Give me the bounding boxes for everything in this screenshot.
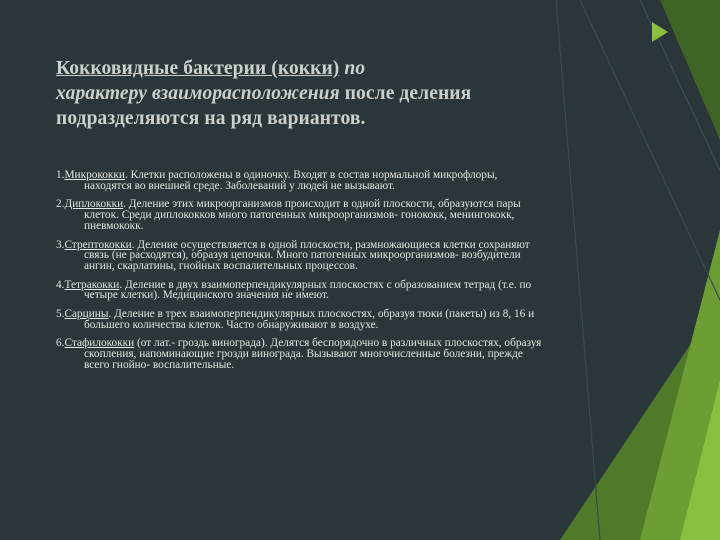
list-item-sarcina: 5.Сарцины. Деление в трех взаимоперпендикулярных плоскостях, образуя тюки (пакеты) из 8, 16 и большего количества клеток. Часто обнаруживают в воздухе. [56, 308, 535, 331]
term-sarcina: Сарцины [64, 308, 109, 321]
term-micrococci: Микрококки [64, 169, 125, 181]
slide-title: Кокковидные бактерии (кокки) по характеру взаиморасположения после деления подразделяются на ряд вариантов. [56, 58, 472, 129]
term-tetracocci: Тетракокки [64, 278, 120, 291]
bacteria-list [56, 170, 548, 379]
term-streptococci: Стрептококки [64, 238, 132, 251]
list-item-diplococci: 2.Диплококки. Деление этих микроорганизмов происходит в одной плоскости, образуются пары клеток. Среди диплококков много патогенных микроорганизмов- гонококк, менингококк, пневмококк. [56, 198, 521, 232]
list-item-tetracocci: 4.Тетракокки. Деление в двух взаимоперпендикулярных плоскостях с образованием тетрад (т.е. по четыре клетки). Медицинского значения не имеют. [56, 278, 532, 302]
list-item-staphylococci: 6.Стафилококки (от лат.- гроздь винограда). Делятся беспорядочно в различных плоскостях, образуя скопления, напоминающие грозди винограда. Вызывают многочисленные болезни, прежде всего гнойно- воспалительные. [56, 337, 542, 371]
list-item-streptococci: 3.Стрептококки. Деление осуществляется в одной плоскости, размножающиеся клетки сохраняют связь (не расходятся), образуя цепочки. Много патогенных микроорганизмов- возбудители ангин, скарлатины, гнойных воспалительных процессов. [56, 238, 530, 272]
term-staphylococci: Стафилококки [64, 337, 135, 350]
term-diplococci: Диплококки [64, 198, 124, 211]
list-item-micrococci: 1.Микрококки. Клетки расположены в одиночку. Входят в состав нормальной микрофлоры, находятся во внешней среде. Заболеваний у людей не вызывают. [56, 169, 498, 192]
